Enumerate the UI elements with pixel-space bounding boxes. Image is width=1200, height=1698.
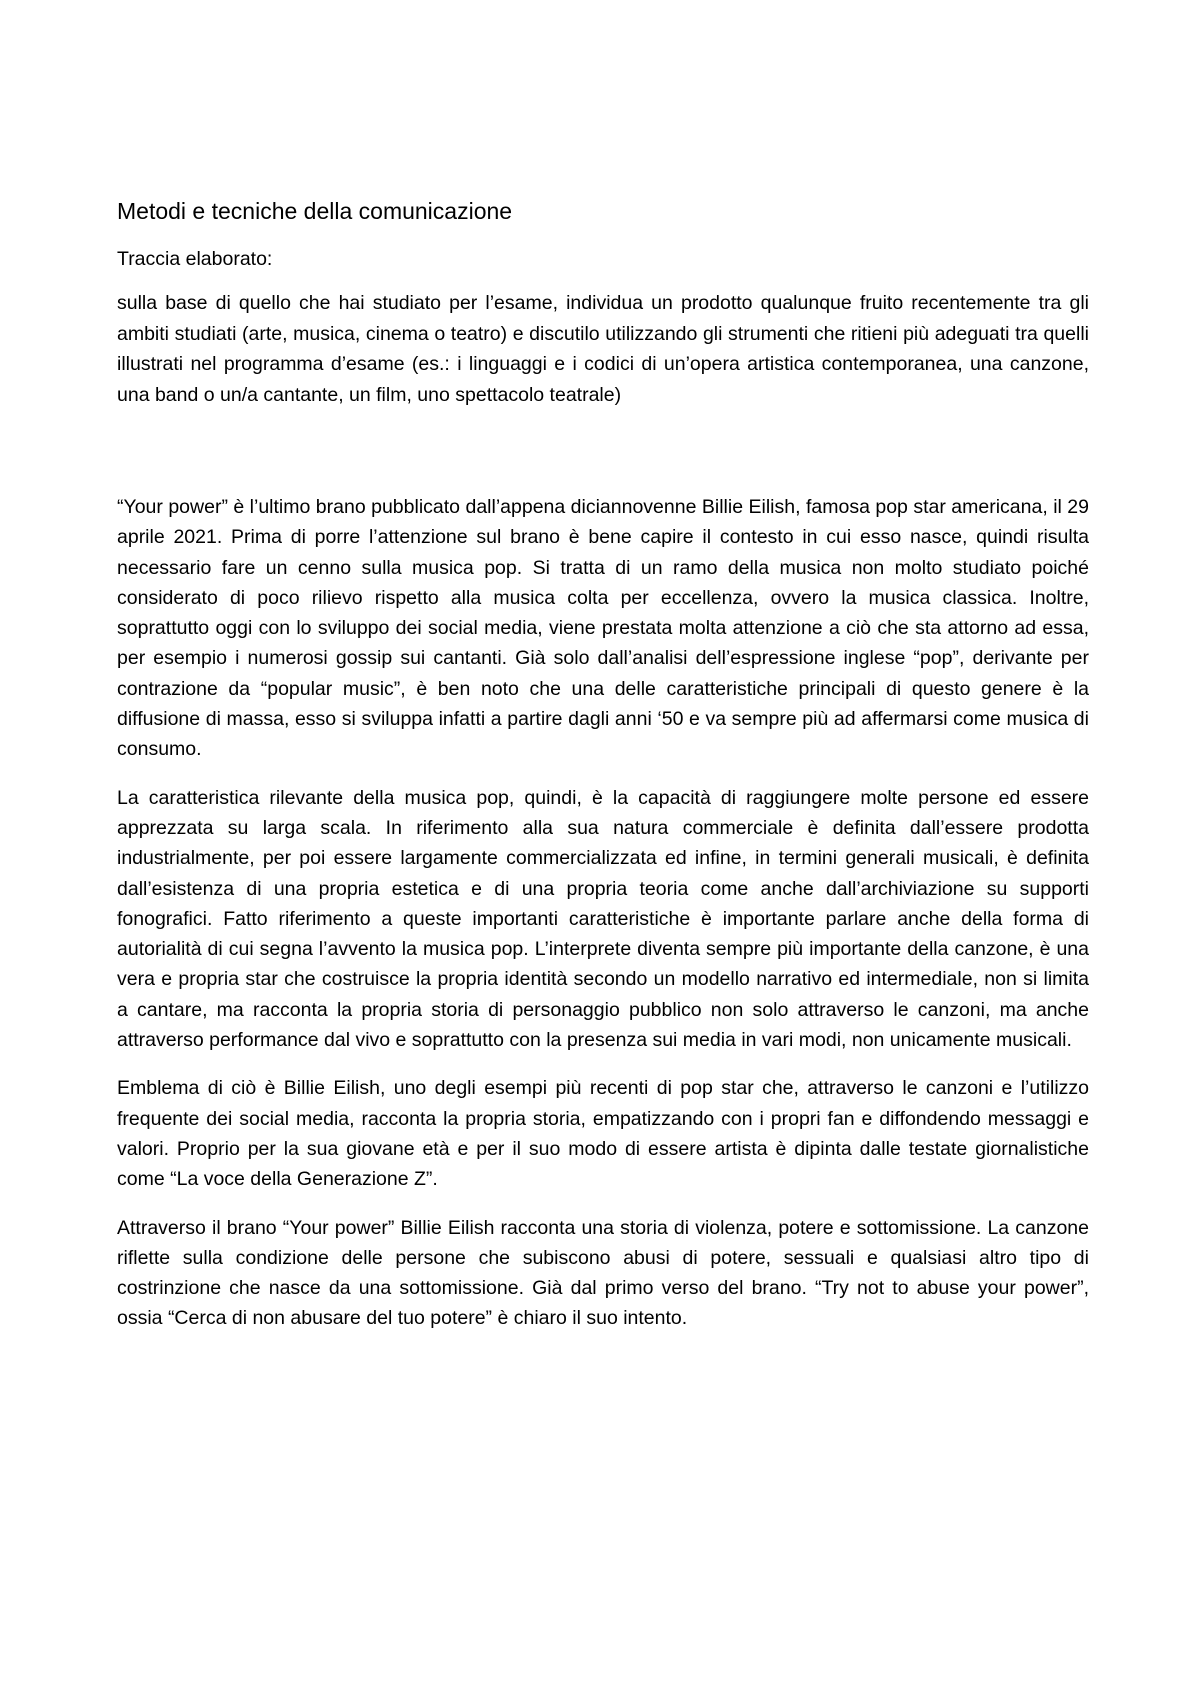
document-title: Metodi e tecniche della comunicazione	[117, 198, 513, 224]
paragraph-1: “Your power” è l’ultimo brano pubblicato dall’appena diciannovenne Billie Eilish, famosa pop star americana, il 29 aprile 2021. Prima di porre l’attenzione sul brano è bene capire il contesto in cui esso nasce, quindi risulta necessario fare un cenno sulla musica pop. Si tratta di un ramo della musica non molto studiato poiché considerato di poco rilievo rispetto alla musica colta per eccellenza, ovvero la musica classica. Inoltre, soprattutto oggi con lo sviluppo dei social media, viene prestata molta attenzione a ciò che sta attorno ad essa, per esempio i numerosi gossip sui cantanti. Già solo dall’analisi dell’espressione inglese “pop”, derivante per contrazione da “popular music”, è ben noto che una delle caratteristiche principali di questo genere è la diffusione di massa, esso si sviluppa infatti a partire dagli anni ‘50 e va sempre più ad affermarsi come musica di consumo.	[117, 496, 1089, 761]
assignment-label: Traccia elaborato:	[117, 248, 273, 270]
essay-body	[117, 492, 1089, 1334]
document-content	[117, 196, 1089, 1352]
paragraph-3: Emblema di ciò è Billie Eilish, uno degli esempi più recenti di pop star che, attraverso le canzoni e l’utilizzo frequente dei social media, racconta la propria storia, empatizzando con i propri fan e diffondendo messaggi e valori. Proprio per la sua giovane età e per il suo modo di essere artista è dipinta dalle testate giornalistiche come “La voce della Generazione Z”.	[117, 1077, 1089, 1191]
paragraph-4: Attraverso il brano “Your power” Billie Eilish racconta una storia di violenza, potere e sottomissione. La canzone riflette sulla condizione delle persone che subiscono abusi di potere, sessuali e qualsiasi altro tipo di costrinzione che nasce da una sottomissione. Già dal primo verso del brano. “Try not to abuse your power”, ossia “Cerca di non abusare del tuo potere” è chiaro il suo intento.	[117, 1216, 1089, 1330]
assignment-prompt: sulla base di quello che hai studiato per l’esame, individua un prodotto qualunque fruito recentemente tra gli ambiti studiati (arte, musica, cinema o teatro) e discutilo utilizzando gli strumenti che ritieni più adeguati tra quelli illustrati nel programma d’esame (es.: i linguaggi e i codici di un’opera artistica contemporanea, una canzone, una band o un/a cantante, un film, uno spettacolo teatrale)	[117, 292, 1089, 406]
paragraph-2: La caratteristica rilevante della musica pop, quindi, è la capacità di raggiungere molte persone ed essere apprezzata su larga scala. In riferimento alla sua natura commerciale è definita dall’essere prodotta industrialmente, per poi essere largamente commercializzata ed infine, in termini generali musicali, è definita dall’esistenza di una propria estetica e di una propria teoria come anche dall’archiviazione su supporti fonografici. Fatto riferimento a queste importanti caratteristiche è importante parlare anche della forma di autorialità di cui segna l’avvento la musica pop. L’interprete diventa sempre più importante della canzone, è una vera e propria star che costruisce la propria identità secondo un modello narrativo ed intermediale, non si limita a cantare, ma racconta la propria storia di personaggio pubblico non solo attraverso le canzoni, ma anche attraverso performance dal vivo e soprattutto con la presenza sui media in vari modi, non unicamente musicali.	[117, 786, 1089, 1052]
